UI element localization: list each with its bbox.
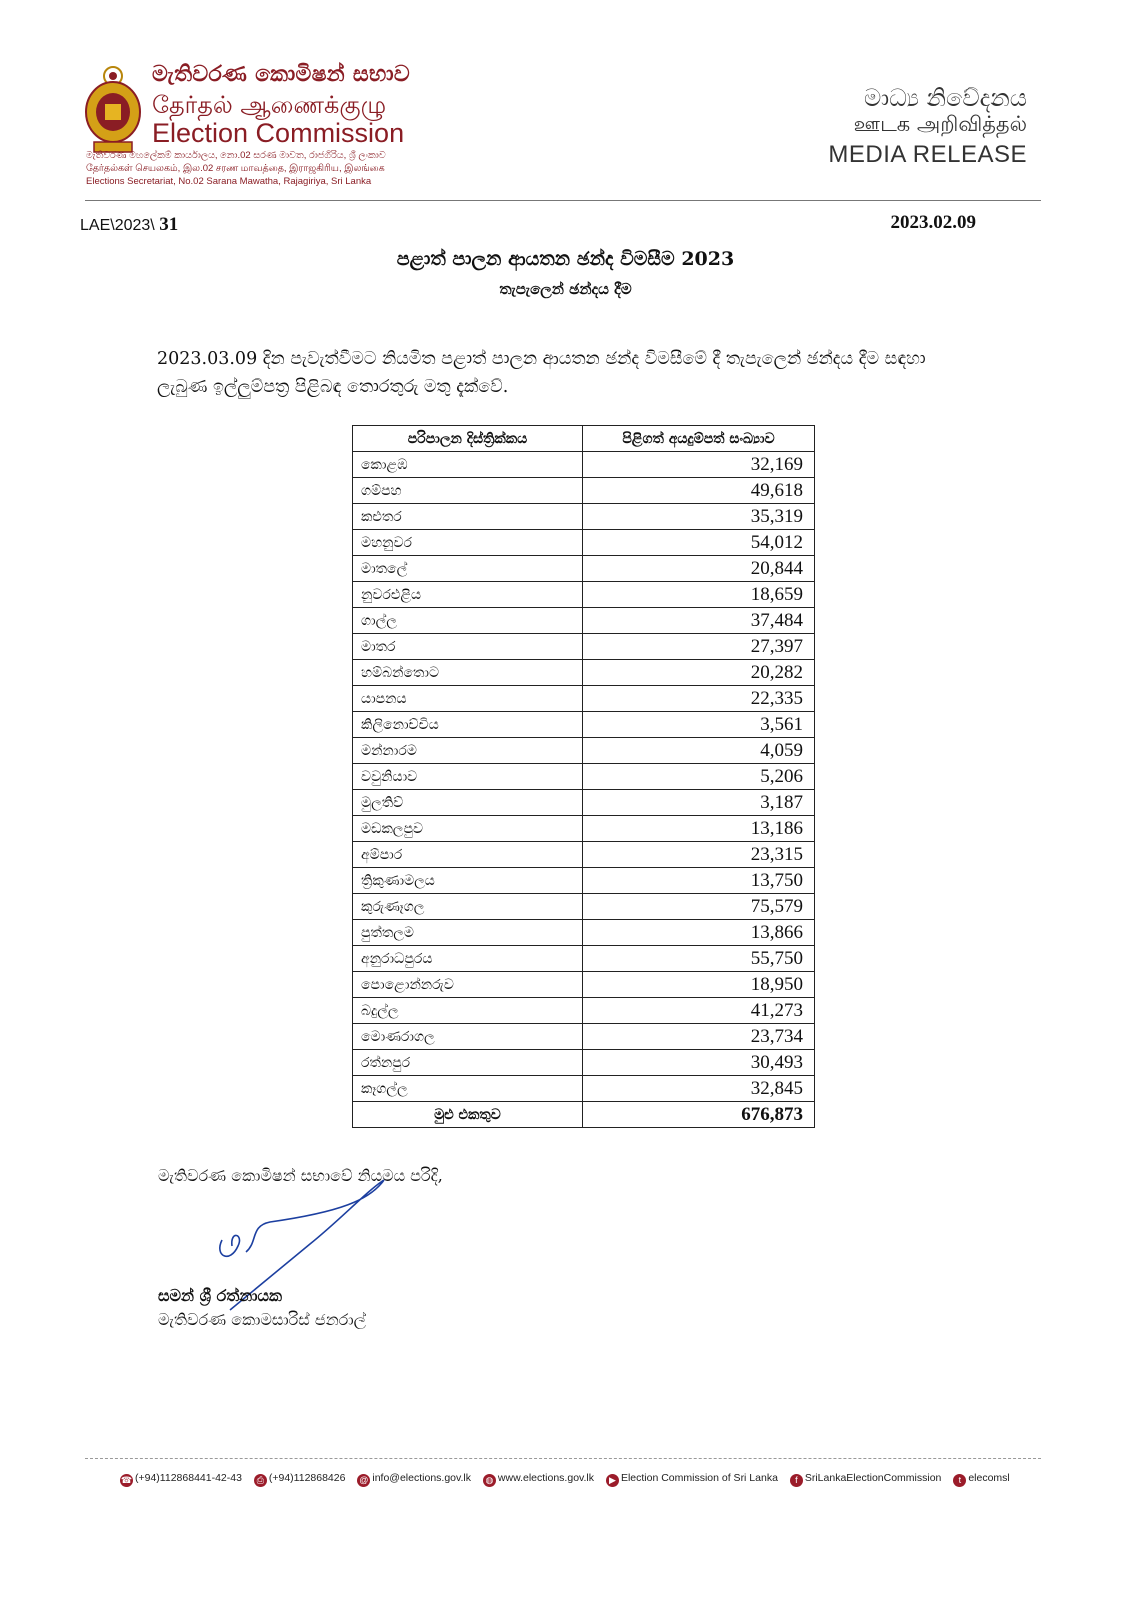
table-row bbox=[353, 504, 815, 530]
count-cell: 32,845 bbox=[583, 1076, 815, 1102]
count-cell: 20,844 bbox=[583, 556, 815, 582]
district-cell: කොළඹ bbox=[353, 452, 583, 478]
count-cell: 23,315 bbox=[583, 842, 815, 868]
total-row bbox=[353, 1102, 815, 1128]
election-commission-emblem bbox=[84, 64, 142, 156]
count-cell: 18,950 bbox=[583, 972, 815, 998]
district-cell: යාපනය bbox=[353, 686, 583, 712]
table-row bbox=[353, 634, 815, 660]
youtube-icon: ▶ bbox=[606, 1474, 619, 1487]
district-cell: රත්නපුර bbox=[353, 1050, 583, 1076]
youtube-text: Election Commission of Sri Lanka bbox=[620, 1472, 778, 1484]
district-cell: මුලතිව් bbox=[353, 790, 583, 816]
table-row bbox=[353, 972, 815, 998]
signatory-title: මැතිවරණ කොමසාරිස් ජනරාල් bbox=[158, 1310, 366, 1329]
count-cell: 49,618 bbox=[583, 478, 815, 504]
org-name-english: Election Commission bbox=[152, 118, 405, 148]
district-cell: ගාල්ල bbox=[353, 608, 583, 634]
district-cell: කිලිනොච්චිය bbox=[353, 712, 583, 738]
table-row bbox=[353, 660, 815, 686]
reference-number bbox=[80, 214, 178, 236]
release-date: 2023.02.09 bbox=[890, 212, 976, 233]
address-sinhala: මැතිවරණ මහලේකම් කාර්යාලය, නො.02 සරණ මාවත, රාජගිරිය, ශ්‍රී ලංකාව bbox=[86, 150, 386, 161]
count-cell: 5,206 bbox=[583, 764, 815, 790]
org-name-sinhala: මැතිවරණ කොමිෂන් සභාව bbox=[152, 62, 410, 87]
reference-value: 31 bbox=[159, 214, 179, 235]
table-row bbox=[353, 712, 815, 738]
media-release-english: MEDIA RELEASE bbox=[828, 141, 1027, 168]
footer-divider bbox=[85, 1458, 1041, 1459]
district-cell: පොළොන්නරුව bbox=[353, 972, 583, 998]
count-cell: 22,335 bbox=[583, 686, 815, 712]
count-cell: 55,750 bbox=[583, 946, 815, 972]
website-text: www.elections.gov.lk bbox=[497, 1472, 595, 1484]
count-cell: 30,493 bbox=[583, 1050, 815, 1076]
district-cell: වවුනියාව bbox=[353, 764, 583, 790]
district-cell: මොණරාගල bbox=[353, 1024, 583, 1050]
table-header-row bbox=[353, 426, 815, 452]
table-row bbox=[353, 556, 815, 582]
twitter-text: elecomsl bbox=[968, 1472, 1010, 1484]
count-cell: 27,397 bbox=[583, 634, 815, 660]
table-row bbox=[353, 946, 815, 972]
address-english: Elections Secretariat, No.02 Sarana Mawatha, Rajagiriya, Sri Lanka bbox=[86, 176, 372, 187]
table-row bbox=[353, 478, 815, 504]
district-cell: මන්නාරම bbox=[353, 738, 583, 764]
table-row bbox=[353, 1050, 815, 1076]
district-cell: හම්බන්තොට bbox=[353, 660, 583, 686]
phone-text: (+94)112868441-42-43 bbox=[135, 1472, 242, 1484]
table-row bbox=[353, 920, 815, 946]
header-divider bbox=[85, 200, 1041, 201]
postal-vote-table bbox=[352, 425, 815, 1128]
count-cell: 41,273 bbox=[583, 998, 815, 1024]
count-cell: 54,012 bbox=[583, 530, 815, 556]
count-cell: 35,319 bbox=[583, 504, 815, 530]
media-release-sinhala: මාධ්‍ය නිවේදනය bbox=[864, 84, 1027, 112]
table-row bbox=[353, 790, 815, 816]
district-cell: මහනුවර bbox=[353, 530, 583, 556]
district-cell: බදුල්ල bbox=[353, 998, 583, 1024]
footer-phone[interactable] bbox=[120, 1472, 242, 1484]
count-cell: 3,187 bbox=[583, 790, 815, 816]
count-cell: 32,169 bbox=[583, 452, 815, 478]
table-row bbox=[353, 764, 815, 790]
count-cell: 20,282 bbox=[583, 660, 815, 686]
district-cell: පුත්තලම bbox=[353, 920, 583, 946]
count-cell: 4,059 bbox=[583, 738, 815, 764]
district-cell: මාතර bbox=[353, 634, 583, 660]
count-cell: 75,579 bbox=[583, 894, 815, 920]
footer-contacts bbox=[120, 1472, 1020, 1487]
table-row bbox=[353, 1024, 815, 1050]
intro-paragraph: 2023.03.09 දින පැවැත්වීමට නියමිත පළාත් පාලන ආයතන ඡන්ද විමසීමේ දී තැපැලෙන් ඡන්දය දීම සඳහා ලැබුණ ඉල්ලුම්පත්‍ර පිළිබඳ තොරතුරු මතු දැක්වේ. bbox=[157, 349, 926, 397]
table-row bbox=[353, 738, 815, 764]
district-cell: කෑගල්ල bbox=[353, 1076, 583, 1102]
count-cell: 23,734 bbox=[583, 1024, 815, 1050]
count-cell: 13,866 bbox=[583, 920, 815, 946]
table-row bbox=[353, 894, 815, 920]
column-header-count: පිළිගත් අයදුම්පත් සංඛ්‍යාව bbox=[583, 426, 815, 452]
total-label: මුළු එකතුව bbox=[353, 1102, 583, 1128]
total-value: 676,873 bbox=[583, 1102, 815, 1128]
media-release-tamil: ஊடக அறிவித்தல் bbox=[853, 112, 1027, 136]
globe-icon: ◍ bbox=[483, 1474, 496, 1487]
fax-text: (+94)112868426 bbox=[268, 1472, 346, 1484]
address-tamil: தேர்தல்கள் செயலகம், இல.02 சரண மாவத்தை, இராஜகிரிய, இலங்கை bbox=[86, 163, 385, 174]
table-row bbox=[353, 1076, 815, 1102]
facebook-text: SriLankaElectionCommission bbox=[804, 1472, 942, 1484]
org-name-tamil: தேர்தல் ஆணைக்குழு bbox=[152, 91, 387, 119]
table-row bbox=[353, 608, 815, 634]
table-body bbox=[353, 452, 815, 1102]
fax-icon: ⎙ bbox=[254, 1474, 267, 1487]
facebook-icon: f bbox=[790, 1474, 803, 1487]
reference-prefix: LAE\2023\ bbox=[80, 217, 155, 234]
count-cell: 3,561 bbox=[583, 712, 815, 738]
footer-youtube[interactable] bbox=[606, 1472, 778, 1484]
table-row bbox=[353, 816, 815, 842]
table-row bbox=[353, 686, 815, 712]
signatory-name: සමන් ශ්‍රී රත්නායක bbox=[158, 1286, 282, 1305]
footer-fax[interactable] bbox=[254, 1472, 346, 1484]
count-cell: 18,659 bbox=[583, 582, 815, 608]
footer-website[interactable] bbox=[483, 1472, 594, 1484]
district-cell: මඩකලපුව bbox=[353, 816, 583, 842]
district-cell: මාතලේ bbox=[353, 556, 583, 582]
count-cell: 13,750 bbox=[583, 868, 815, 894]
footer-twitter[interactable] bbox=[953, 1472, 1009, 1484]
table-row bbox=[353, 530, 815, 556]
phone-icon: ☎ bbox=[120, 1475, 133, 1485]
document-title: පළාත් පාලන ආයතන ඡන්ද විමසීම 2023 bbox=[396, 248, 735, 270]
district-cell: ත්‍රිකුණාමලය bbox=[353, 868, 583, 894]
footer-facebook[interactable] bbox=[790, 1472, 942, 1484]
table-row bbox=[353, 868, 815, 894]
count-cell: 37,484 bbox=[583, 608, 815, 634]
count-cell: 13,186 bbox=[583, 816, 815, 842]
closing-line: මැතිවරණ කොමිෂන් සභාවේ නියමය පරිදි, bbox=[158, 1166, 443, 1185]
twitter-icon: t bbox=[953, 1474, 966, 1487]
table-row bbox=[353, 452, 815, 478]
district-cell: අනුරාධපුරය bbox=[353, 946, 583, 972]
table-row bbox=[353, 582, 815, 608]
footer-email[interactable] bbox=[357, 1472, 471, 1484]
document-subtitle: තැපැලෙන් ඡන්දය දීම bbox=[499, 280, 632, 298]
table-row bbox=[353, 998, 815, 1024]
district-cell: කළුතර bbox=[353, 504, 583, 530]
column-header-district: පරිපාලන දිස්ත්‍රික්කය bbox=[353, 426, 583, 452]
email-icon: @ bbox=[359, 1475, 369, 1485]
email-text: info@elections.gov.lk bbox=[372, 1472, 471, 1484]
district-cell: ගම්පහ bbox=[353, 478, 583, 504]
table-row bbox=[353, 842, 815, 868]
district-cell: කුරුණෑගල bbox=[353, 894, 583, 920]
district-cell: අම්පාර bbox=[353, 842, 583, 868]
district-cell: නුවරඑළිය bbox=[353, 582, 583, 608]
